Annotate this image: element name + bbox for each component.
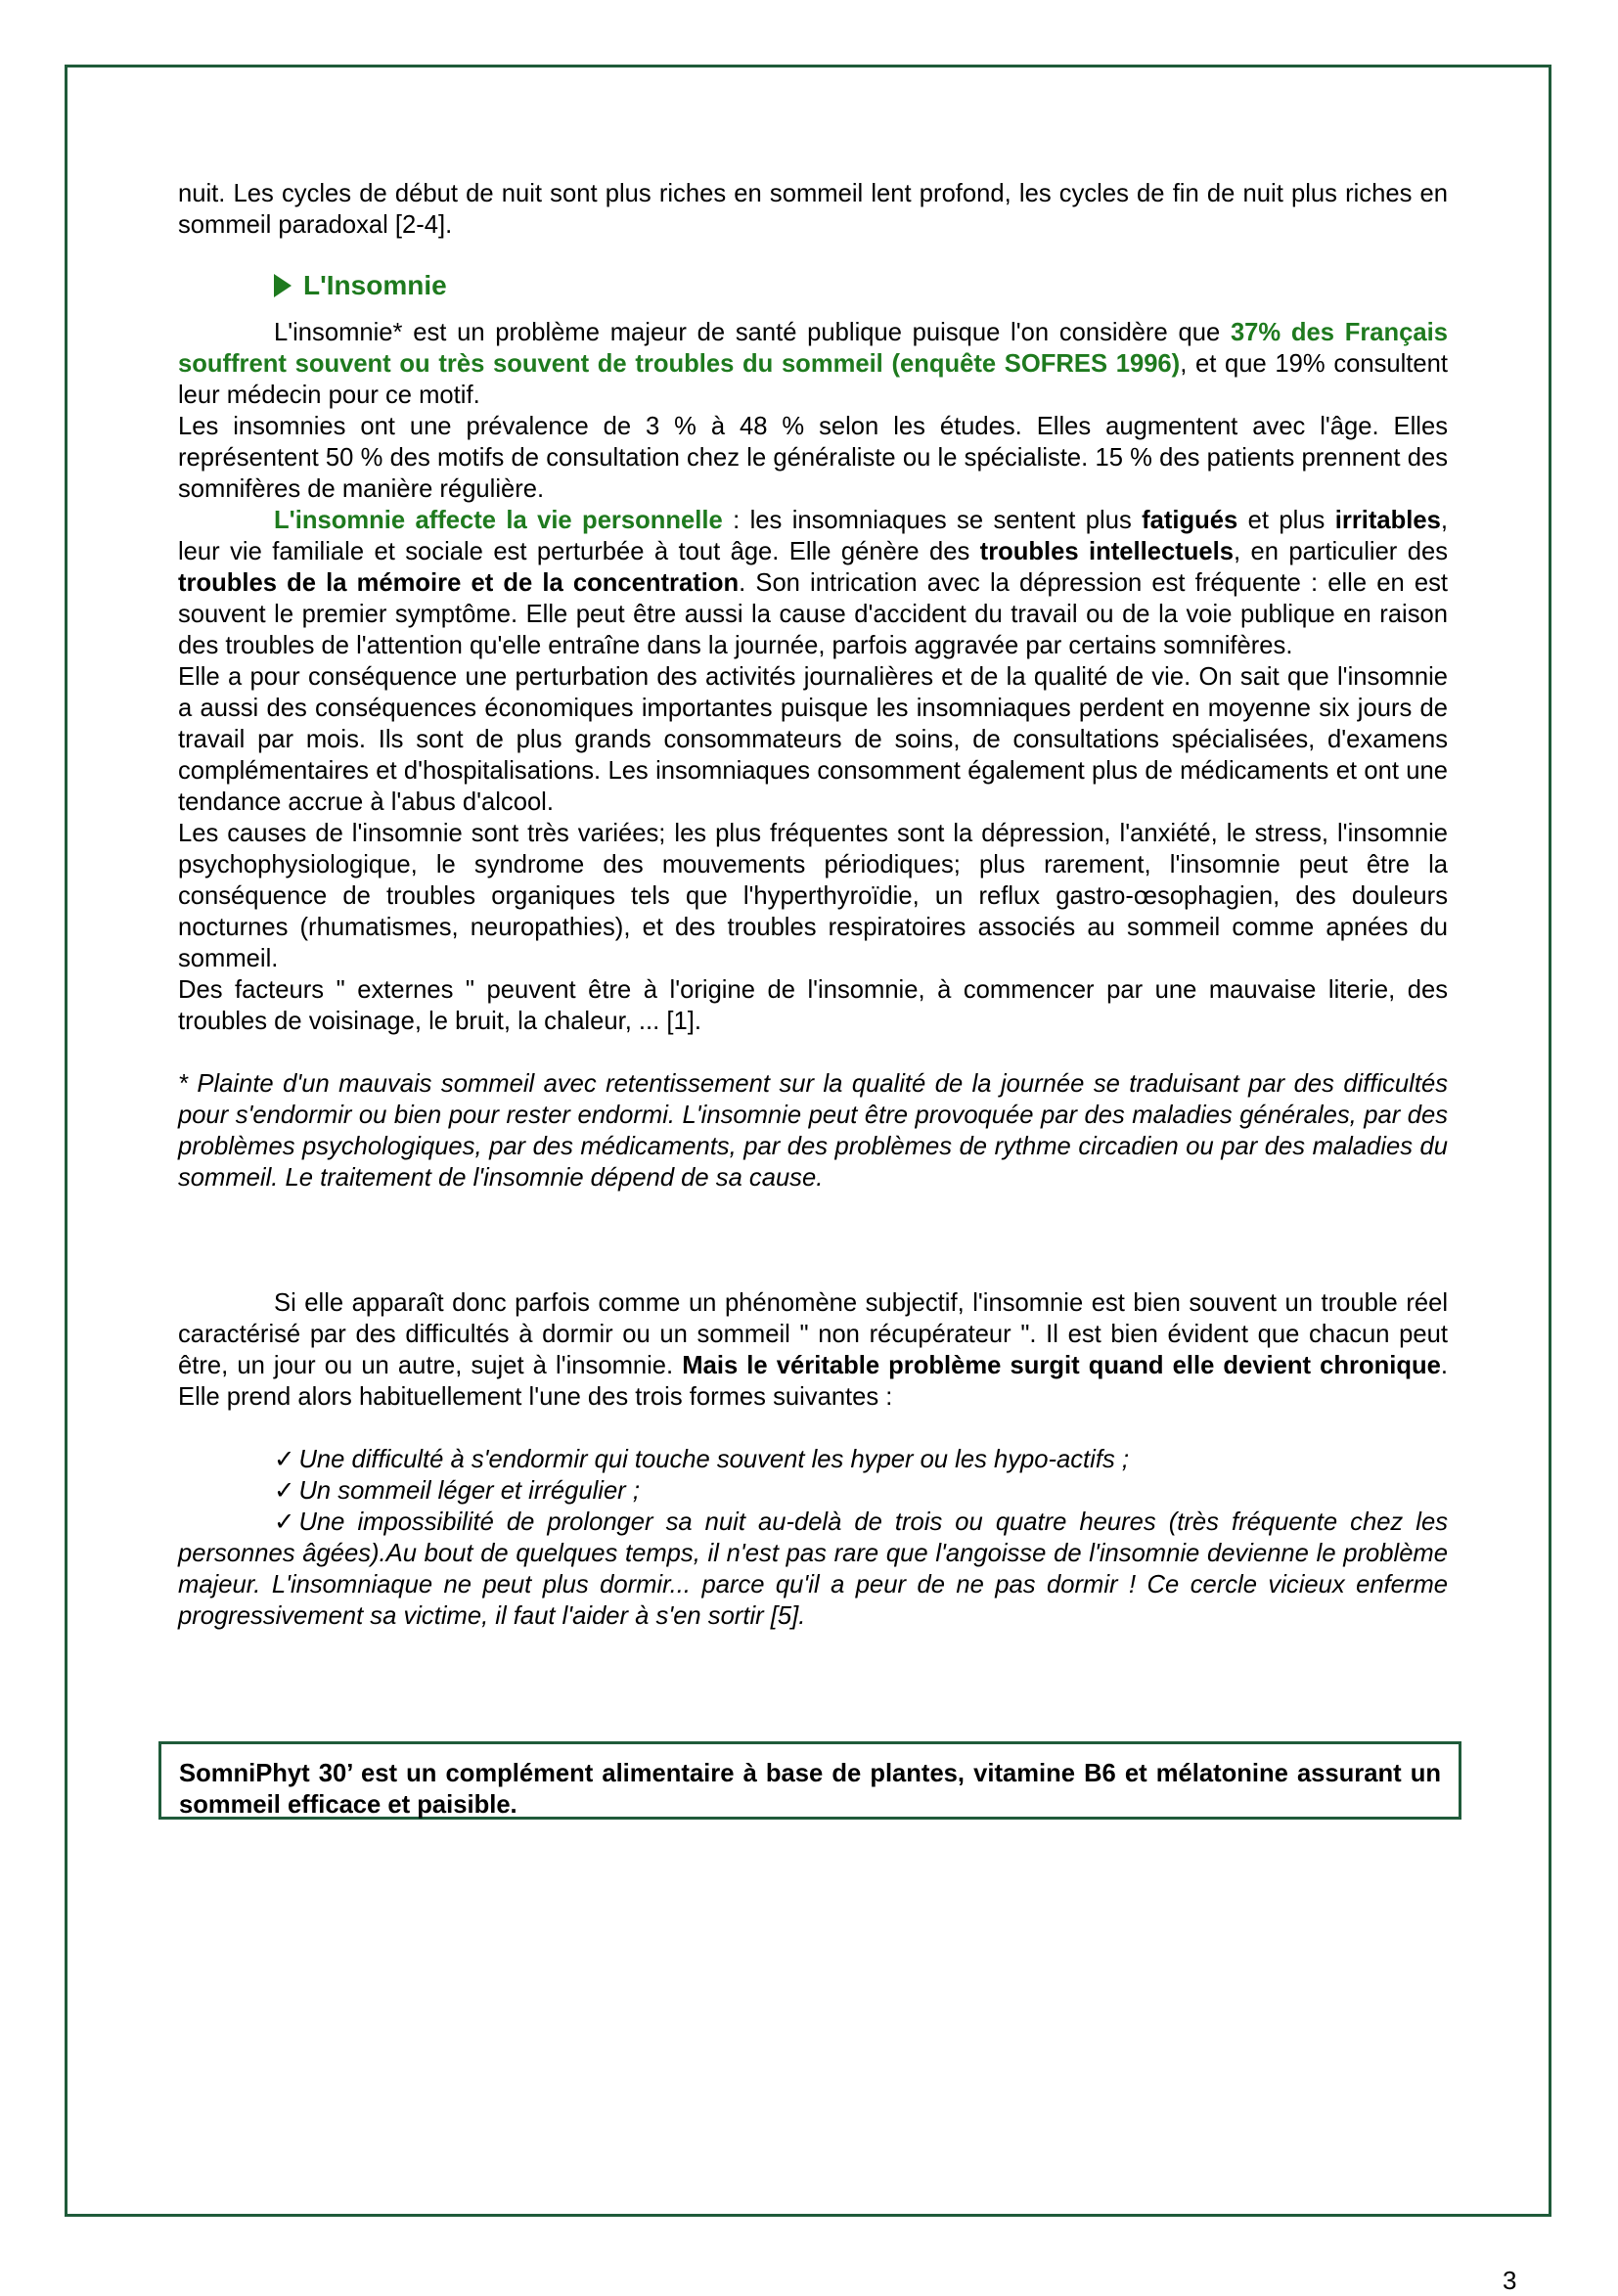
bold-text: Mais le véritable problème surgit quand elle devient chronique [682,1352,1441,1379]
paragraph-chronic [178,1287,1448,1413]
text: , leur vie familiale et sociale est perturbée à tout âge. Elle génère des [178,507,1448,565]
text: Si elle apparaît donc parfois comme un phénomène subjectif, l'insomnie est bien souvent un trouble réel caractérisé par des difficultés à dormir ou un sommeil " non récupérateur ". Il est bien évident que chacun peut être, un jour ou un autre, sujet à l'insomnie. [178,1289,1448,1379]
list-item-text: Un sommeil léger et irrégulier ; [298,1477,640,1505]
text: , en particulier des [1233,538,1449,565]
checkmark-icon: ✓ [274,1508,295,1536]
highlight-statistic: 37% des Français souffrent souvent ou très souvent de troubles du sommeil (enquête SOFRES 1996) [178,319,1448,378]
bold-text: irritables [1334,507,1441,534]
paragraph-consequences: Elle a pour conséquence une perturbation des activités journalières et de la qualité de vie. On sait que l'insomnie a aussi des conséquences économiques importantes puisque les insomniaques perdent en moyenne six jours de travail par mois. Ils sont de plus grands consommateurs de soins, de consultations spécialisées, d'examens complémentaires et d'hospitalisations. Les insomniaques consomment également plus de médicaments et ont une tendance accrue à l'abus d'alcool. [178,663,1448,816]
text: , et que 19% consultent leur médecin pour ce motif. [178,350,1449,409]
arrow-right-icon [274,274,292,297]
product-callout-box: SomniPhyt 30’ est un complément alimentaire à base de plantes, vitamine B6 et mélatonine assurant un sommeil efficace et paisible. [158,1741,1461,1820]
checkmark-icon: ✓ [274,1446,295,1473]
intro-paragraph: nuit. Les cycles de début de nuit sont plus riches en sommeil lent profond, les cycles de fin de nuit plus riches en sommeil paradoxal [2-4]. [178,180,1448,239]
section-heading [274,254,1448,317]
bold-text: troubles de la mémoire et de la concentration [178,569,740,597]
paragraph-personal-impact [178,505,1448,661]
list-item-text: Une impossibilité de prolonger sa nuit au-delà de trois ou quatre heures (très fréquente chez les personnes âgées).Au bout de quelques temps, il n'est pas rare que l'angoisse de l'insomnie devienne le problème majeur. L'insomniaque ne peut plus dormir... parce qu'il a peur de ne pas dormir ! Ce cercle vicieux enferme progressivement sa victime, il faut l'aider à s'en sortir [5]. [178,1508,1448,1630]
paragraph-external-factors: Des facteurs " externes " peuvent être à l'origine de l'insomnie, à commencer par une mauvaise literie, des troubles de voisinage, le bruit, la chaleur, ... [1]. [178,976,1448,1035]
document-body [178,178,1448,1632]
paragraph-prevalence-intro [178,317,1448,411]
text: . Elle prend alors habituellement l'une des trois formes suivantes : [178,1352,1448,1411]
text: et plus [1237,507,1335,534]
bold-text: fatigués [1142,507,1238,534]
paragraph-causes: Les causes de l'insomnie sont très variées; les plus fréquentes sont la dépression, l'anxiété, le stress, l'insomnie psychophysiologique, le syndrome des mouvements périodiques; plus rarement, l'insomnie peut être la conséquence de troubles organiques tels que l'hyperthyroïdie, un reflux gastro-œsophagien, des douleurs nocturnes (rhumatismes, neuropathies), et des troubles respiratoires associés au sommeil comme apnées du sommeil. [178,820,1448,972]
list-item [178,1507,1448,1632]
list-item-text: Une difficulté à s'endormir qui touche souvent les hyper ou les hypo-actifs ; [298,1446,1129,1473]
highlight-personal-impact: L'insomnie affecte la vie personnelle [274,507,723,534]
text: L'insomnie* est un problème majeur de santé publique puisque l'on considère que [274,319,1231,346]
section-heading-title: L'Insomnie [303,270,447,300]
text: : les insomniaques se sentent plus [722,507,1143,534]
paragraph-prevalence: Les insomnies ont une prévalence de 3 % à 48 % selon les études. Elles augmentent avec l'âge. Elles représentent 50 % des motifs de consultation chez le généraliste ou le spécialiste. 15 % des patients prennent des somnifères de manière régulière. [178,413,1448,503]
list-item [178,1475,1448,1507]
page-number: 3 [1503,2266,1517,2295]
checkmark-icon: ✓ [274,1477,295,1505]
text: . Son intrication avec la dépression est fréquente : elle en est souvent le premier symptôme. Elle peut être aussi la cause d'accident du travail ou de la voie publique en raison des troubles de l'attention qu'elle entraîne dans la journée, parfois aggravée par certains somnifères. [178,569,1448,659]
list-item [178,1444,1448,1475]
footnote: * Plainte d'un mauvais sommeil avec retentissement sur la qualité de la journée se traduisant par des difficultés pour s'endormir ou bien pour rester endormi. L'insomnie peut être provoquée par des maladies générales, par des problèmes psychologiques, par des médicaments, par des problèmes de rythme circadien ou par des maladies du sommeil. Le traitement de l'insomnie dépend de sa cause. [178,1070,1448,1192]
bold-text: troubles intellectuels [979,538,1234,565]
